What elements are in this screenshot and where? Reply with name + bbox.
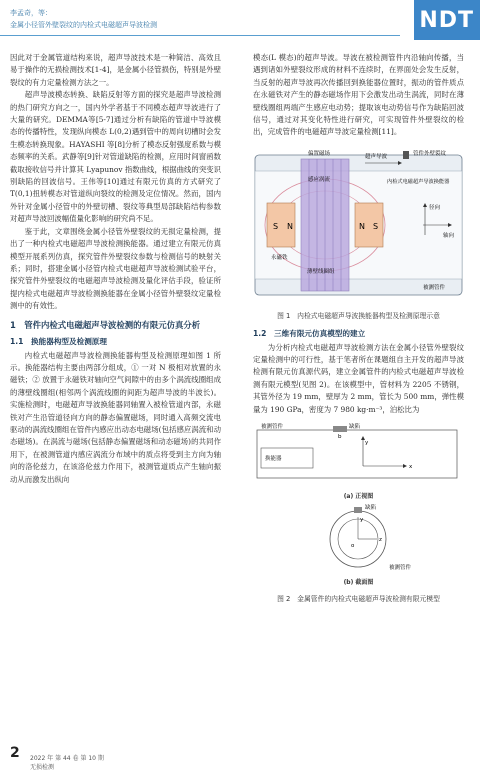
right-column bbox=[253, 52, 464, 610]
label-axial: 轴向 bbox=[443, 232, 455, 239]
label-magnet: 永磁铁 bbox=[271, 254, 288, 261]
label-b: b bbox=[338, 434, 342, 441]
paragraph: 内检式电磁超声导波检测换能器构型及检测原理如图 1 所示。换能器结构主要由两部分组成，① 一对 N 极相对放置的永磁铁；② 放置于永磁铁对轴向空气间隙中的由多个涡流线圈组成的薄壁线圈组(相邻两个涡流线圈的间距为超声导波的半波长)。实施检测时，电磁超声导波换能器同轴置入被检管道内部，永磁铁对产生沿管道径向方向的静态偏置磁场，同时通入高频交流电驱动的涡流线圈组在管件内感应出动态电磁场(包括感应涡流和动态磁场)。在涡流与磁场(包括静态偏置磁场和动态磁场)的共同作用下，在被测管道内感应涡流分布域中的质点将受到主方向为轴向的洛伦兹力，在该洛伦兹力作用下，被测管道质点产生轴向振动从而激发出纵向 bbox=[10, 350, 221, 484]
subsection-heading: 1.1 换能器构型及检测原理 bbox=[10, 336, 107, 346]
fem-front-view bbox=[253, 420, 464, 486]
label-s-left: S bbox=[273, 221, 279, 231]
journal-logo: NDT bbox=[419, 8, 474, 33]
running-title: 金属小径管外壁裂纹的内检式电磁超声导波检测 bbox=[10, 21, 157, 29]
page-footer bbox=[10, 745, 470, 775]
left-column bbox=[10, 52, 221, 486]
label-defect: 缺陷 bbox=[349, 424, 361, 431]
issue-info: 2022 年 第 44 卷 第 10 期 bbox=[30, 755, 104, 762]
transducer-diagram bbox=[253, 145, 464, 303]
figure-2 bbox=[253, 420, 464, 605]
label-bias-field: 偏置磁场 bbox=[308, 150, 331, 157]
paragraph: 模态(L 模态)的超声导波。导波在被检测管件内沿轴向传播，当遇到诸如外壁裂纹形成的材料不连续时，在界面处会发生反射，当反射的超声导波再次传播回到换能器位置时，振动的管件质点在永磁铁对产生的静态磁场作用下会激发出动生涡流，同时在薄壁线圈组两端产生感应电动势；提取该电动势信号作为缺陷回波信号，通过对其变化特性进行研究，可实现管件外壁裂纹的检出，完成管件的电磁超声导波定量检测[11]。 bbox=[253, 53, 464, 137]
label-eddy: 感应涡流 bbox=[308, 176, 331, 183]
page-number: 2 bbox=[10, 745, 20, 761]
figure-2b-caption: (b) 截面图 bbox=[343, 579, 374, 587]
label-pipe: 被测管件 bbox=[261, 424, 284, 431]
figure-2-caption: 图 2 金属管件的内检式电磁超声导波检测有限元模型 bbox=[277, 594, 440, 603]
journal-name: 无损检测 bbox=[30, 764, 55, 771]
fem-cross-section bbox=[253, 503, 464, 573]
label-y: y bbox=[360, 516, 364, 523]
label-crack: 管件外壁裂纹 bbox=[413, 150, 447, 157]
label-coil: 薄壁线圈组 bbox=[307, 268, 335, 275]
label-defect: 缺陷 bbox=[365, 504, 377, 511]
label-x: x bbox=[409, 464, 413, 471]
paragraph: 为分析内检式电磁超声导波检测方法在金属小径管外壁裂纹定量检测中的可行性，基于笔者所在课题组自主开发的超声导波检测有限元仿真源代码，建立金属管件的内检式电磁超声导波检测有限元模型(见图 2)。在该模型中，管材料为 2205 不锈钢，其管外径为 19 mm，壁厚为 2 mm，管长为 500 mm，弹性模量为 190 GPa，密度为 7 980 kg·m⁻³，泊松比为 bbox=[253, 342, 464, 414]
paragraph: 因此对于金属管道结构来说，超声导波技术是一种简洁、高效且易于操作的无损检测技术[1-4]，是金属小径管损伤，特别是外壁裂纹的有力定量检测方法之一。 bbox=[10, 53, 221, 87]
page-header bbox=[0, 0, 480, 44]
label-pipe: 被测管件 bbox=[389, 564, 412, 571]
paragraph: 鉴于此，文章围绕金属小径管外壁裂纹的无损定量检测，提出了一种内检式电磁超声导波检测换能器。通过建立有限元仿真模型开展系列仿真，探究管件外壁裂纹参数与检测信号的映射关系；同时，搭建金属小径管内检式电磁超声导波检测试验平台，探究管件外壁裂纹的电磁超声导波检测及量化评估手段，验证所提内检式电磁超声导波检测换能器在金属小径管外壁裂纹定量检测中的有效性。 bbox=[10, 226, 221, 311]
label-s-right: S bbox=[373, 221, 379, 231]
label-radial: 径向 bbox=[429, 204, 441, 211]
label-n-right: N bbox=[359, 221, 365, 231]
running-author: 李孟奇，等： bbox=[10, 9, 52, 17]
label-transducer: 换能器 bbox=[265, 456, 282, 463]
journal-logo-block bbox=[414, 0, 480, 40]
figure-2a-caption: (a) 正视图 bbox=[343, 492, 374, 500]
section-heading: 1 管件内检式电磁超声导波检测的有限元仿真分析 bbox=[10, 319, 201, 330]
label-o: o bbox=[351, 542, 355, 549]
label-y: y bbox=[365, 440, 369, 447]
header-rule bbox=[0, 35, 400, 36]
paragraph: 超声导波模态转换、缺陷反射等方面的探究是超声导波检测的热门研究方向之一，国内外学者基于不同模态超声导波进行了大量的研究。DEMMA等[5-7]通过分析有缺陷的管道中导波模态的传播特性，发现纵向模态 L(0,2)遇到管中的周向切槽时会发生模态转换现象。HAYASHI 等[8]分析了模态反射强度系数与模态频率的关系。武静等[9]针对管道缺陷的检测，应用时间窗函数截取接收信号并计算其 Lyapunov 指数曲线，根据曲线的突变识别缺陷的回波信号。王伟等[10]通过有限元仿真的方式研究了 T(0,1)扭转模态对管道纵向裂纹的检测及定位情况。然而，国内外针对金属小径管中的外壁切槽、裂纹等典型局部缺陷结构参数对超声导波回波幅值量化影响的研究尚不足。 bbox=[10, 90, 221, 224]
label-z: z bbox=[379, 536, 382, 543]
figure-1 bbox=[253, 145, 464, 323]
label-n-left: N bbox=[287, 221, 293, 231]
subsection-heading: 1.2 三维有限元仿真模型的建立 bbox=[253, 328, 366, 338]
figure-1-caption: 图 1 内检式电磁超声导波换能器构型及检测原理示意 bbox=[277, 312, 440, 321]
label-guided-wave: 超声导波 bbox=[365, 153, 388, 160]
label-pipe: 被测管件 bbox=[423, 284, 446, 291]
label-transducer: 内检式电磁超声导波换能器 bbox=[387, 178, 450, 185]
